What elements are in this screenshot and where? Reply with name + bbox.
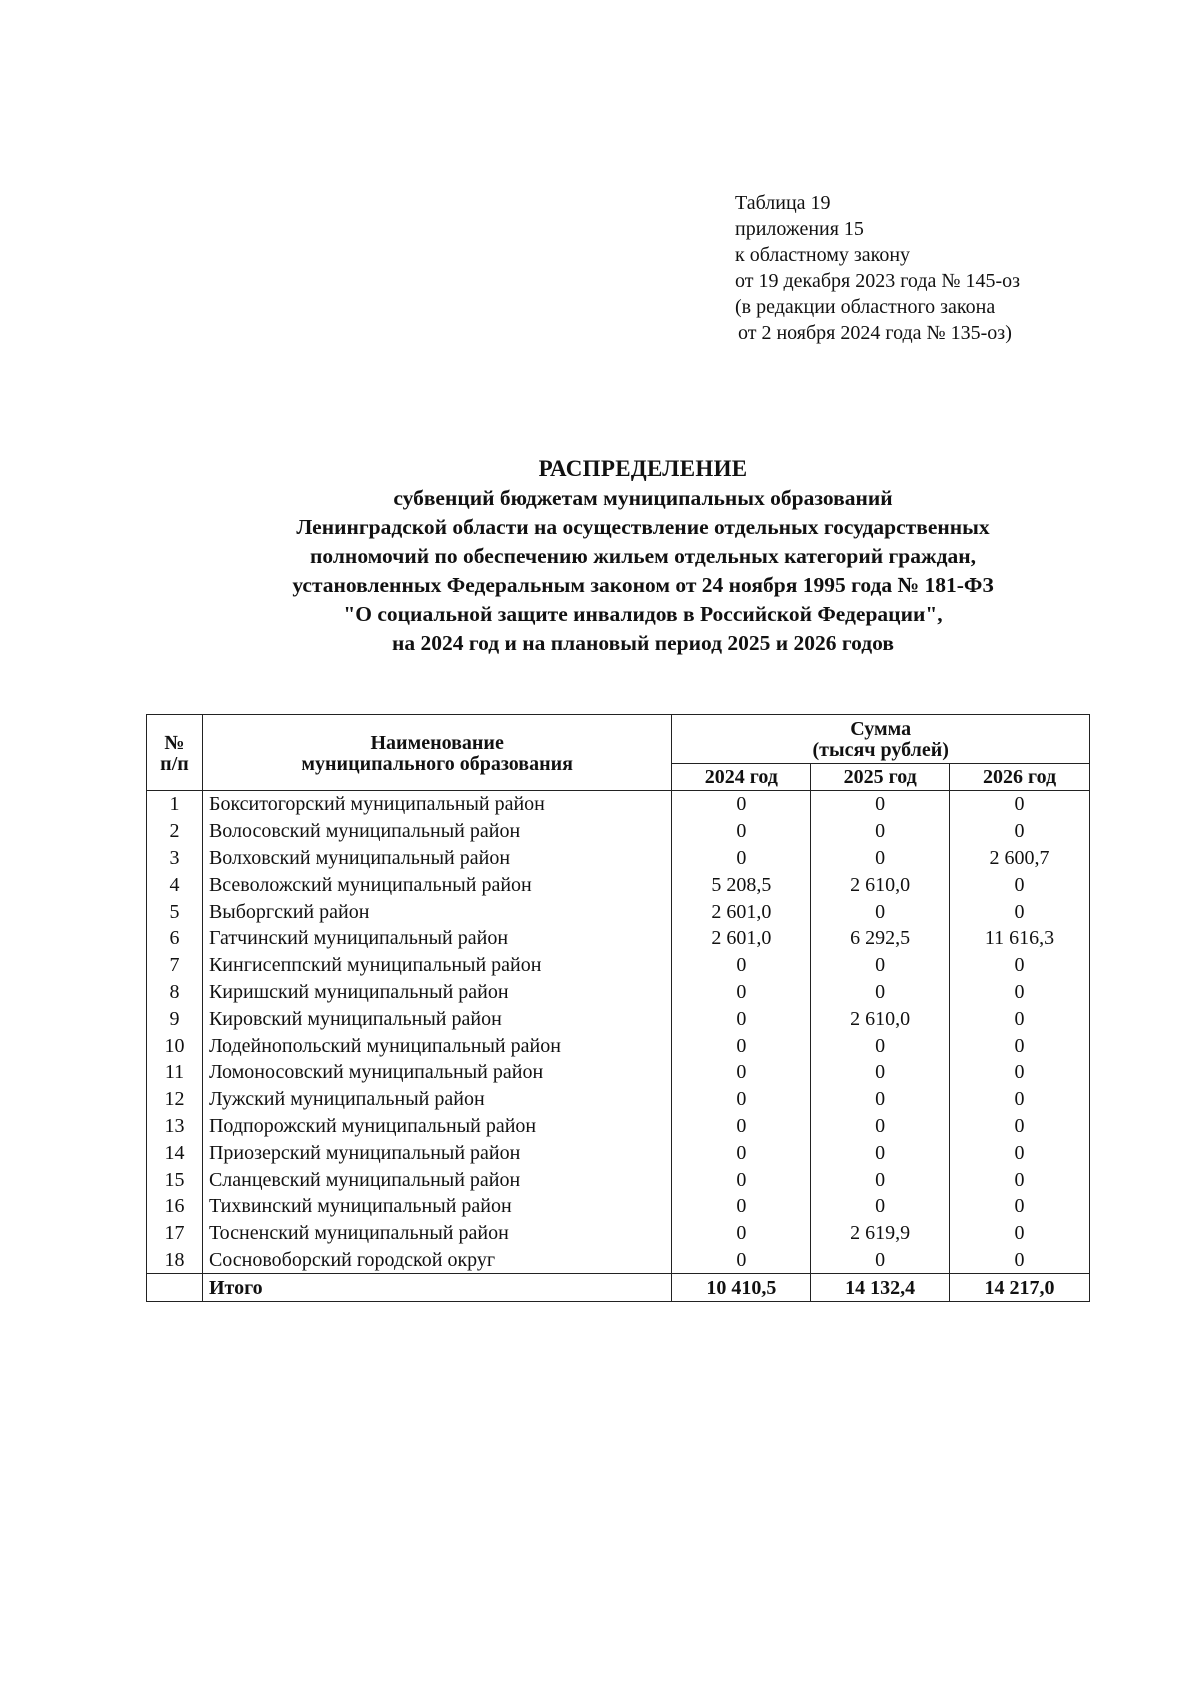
header-number-line1: № (164, 731, 185, 754)
row-value-2024: 0 (672, 791, 811, 818)
row-name: Подпорожский муниципальный район (202, 1113, 671, 1140)
row-name: Кингисеппский муниципальный район (202, 952, 671, 979)
row-value-2025: 0 (811, 952, 950, 979)
row-number: 14 (147, 1139, 203, 1166)
table-row (147, 1086, 1090, 1113)
row-value-2026: 0 (950, 1005, 1090, 1032)
title-line: установленных Федеральным законом от 24 ноября 1995 года № 181-ФЗ (292, 573, 994, 597)
row-value-2024: 0 (672, 1193, 811, 1220)
row-name: Волховский муниципальный район (202, 845, 671, 872)
row-value-2026: 0 (950, 1059, 1090, 1086)
row-name: Тихвинский муниципальный район (202, 1193, 671, 1220)
table-row (147, 952, 1090, 979)
row-value-2024: 0 (672, 1139, 811, 1166)
table-row (147, 898, 1090, 925)
header-name (202, 715, 671, 791)
table-body (147, 791, 1090, 1274)
header-sum-line1: Сумма (850, 718, 912, 740)
table-row (147, 1059, 1090, 1086)
row-value-2026: 0 (950, 791, 1090, 818)
row-number: 9 (147, 1005, 203, 1032)
approval-line: от 2 ноября 2024 года № 135-оз) (738, 322, 1012, 344)
row-value-2025: 0 (811, 898, 950, 925)
row-value-2025: 2 610,0 (811, 871, 950, 898)
row-value-2024: 0 (672, 845, 811, 872)
row-value-2024: 0 (672, 1166, 811, 1193)
table-row (147, 1139, 1090, 1166)
approval-line: к областному закону (735, 244, 911, 266)
row-value-2024: 0 (672, 1220, 811, 1247)
row-number: 7 (147, 952, 203, 979)
row-value-2024: 0 (672, 1005, 811, 1032)
row-value-2026: 0 (950, 1113, 1090, 1140)
row-number: 12 (147, 1086, 203, 1113)
row-value-2024: 0 (672, 1086, 811, 1113)
row-value-2024: 0 (672, 1113, 811, 1140)
approval-line: Таблица 19 (735, 192, 831, 214)
row-value-2026: 2 600,7 (950, 845, 1090, 872)
table-row (147, 1220, 1090, 1247)
row-value-2024: 0 (672, 1247, 811, 1274)
total-2026: 14 217,0 (950, 1274, 1090, 1302)
approval-reference (735, 190, 1095, 346)
row-number: 3 (147, 845, 203, 872)
row-value-2025: 0 (811, 818, 950, 845)
row-number: 10 (147, 1032, 203, 1059)
row-value-2025: 0 (811, 1059, 950, 1086)
table-row (147, 925, 1090, 952)
row-number: 5 (147, 898, 203, 925)
row-value-2026: 0 (950, 1193, 1090, 1220)
header-name-line2: муниципального образования (301, 752, 573, 775)
row-value-2025: 0 (811, 1193, 950, 1220)
row-value-2026: 0 (950, 1139, 1090, 1166)
approval-line: от 19 декабря 2023 года № 145-оз (735, 270, 1021, 292)
row-value-2026: 0 (950, 979, 1090, 1006)
row-value-2025: 0 (811, 791, 950, 818)
header-sum-line2: (тысяч рублей) (812, 739, 949, 761)
row-value-2026: 0 (950, 952, 1090, 979)
approval-line: (в редакции областного закона (735, 296, 996, 318)
approval-line: приложения 15 (735, 218, 864, 240)
table-row (147, 1032, 1090, 1059)
table-row (147, 818, 1090, 845)
row-value-2024: 2 601,0 (672, 925, 811, 952)
row-value-2026: 0 (950, 1086, 1090, 1113)
title-main: РАСПРЕДЕЛЕНИЕ (538, 456, 748, 481)
row-value-2025: 0 (811, 1166, 950, 1193)
row-value-2026: 0 (950, 1032, 1090, 1059)
total-number-cell (147, 1274, 203, 1302)
row-value-2025: 0 (811, 1113, 950, 1140)
row-value-2026: 0 (950, 1220, 1090, 1247)
row-name: Лодейнопольский муниципальный район (202, 1032, 671, 1059)
distribution-table (146, 714, 1090, 1302)
table-row (147, 979, 1090, 1006)
row-value-2025: 0 (811, 1139, 950, 1166)
row-name: Сосновоборский городской округ (202, 1247, 671, 1274)
header-year-2024: 2024 год (672, 764, 811, 791)
row-value-2026: 0 (950, 1247, 1090, 1274)
title-line: полномочий по обеспечению жильем отдельных категорий граждан, (310, 544, 976, 568)
row-number: 18 (147, 1247, 203, 1274)
row-value-2026: 0 (950, 1166, 1090, 1193)
row-value-2026: 11 616,3 (950, 925, 1090, 952)
total-2025: 14 132,4 (811, 1274, 950, 1302)
row-value-2024: 2 601,0 (672, 898, 811, 925)
row-name: Киришский муниципальный район (202, 979, 671, 1006)
row-number: 13 (147, 1113, 203, 1140)
header-year-2025: 2025 год (811, 764, 950, 791)
header-name-line1: Наименование (370, 731, 504, 754)
row-value-2025: 0 (811, 845, 950, 872)
table-row (147, 871, 1090, 898)
table-row (147, 1113, 1090, 1140)
table-row (147, 845, 1090, 872)
row-number: 2 (147, 818, 203, 845)
row-value-2025: 2 610,0 (811, 1005, 950, 1032)
row-value-2025: 0 (811, 1032, 950, 1059)
row-name: Гатчинский муниципальный район (202, 925, 671, 952)
document-title (120, 454, 1166, 658)
row-name: Выборгский район (202, 898, 671, 925)
header-number-line2: п/п (160, 752, 189, 775)
row-name: Волосовский муниципальный район (202, 818, 671, 845)
row-value-2026: 0 (950, 818, 1090, 845)
table-row (147, 1005, 1090, 1032)
row-number: 17 (147, 1220, 203, 1247)
title-line: "О социальной защите инвалидов в Российской Федерации", (343, 602, 943, 626)
table-row (147, 1247, 1090, 1274)
row-value-2025: 0 (811, 979, 950, 1006)
row-number: 16 (147, 1193, 203, 1220)
row-number: 15 (147, 1166, 203, 1193)
table-row (147, 1193, 1090, 1220)
row-value-2026: 0 (950, 871, 1090, 898)
table-row (147, 1166, 1090, 1193)
row-value-2025: 2 619,9 (811, 1220, 950, 1247)
total-label: Итого (202, 1274, 671, 1302)
row-name: Бокситогорский муниципальный район (202, 791, 671, 818)
row-value-2026: 0 (950, 898, 1090, 925)
header-sum (672, 715, 1090, 764)
row-name: Лужский муниципальный район (202, 1086, 671, 1113)
row-value-2025: 0 (811, 1247, 950, 1274)
title-line: на 2024 год и на плановый период 2025 и 2026 годов (392, 631, 894, 655)
header-number (147, 715, 203, 791)
row-number: 8 (147, 979, 203, 1006)
row-value-2024: 0 (672, 1032, 811, 1059)
row-name: Всеволожский муниципальный район (202, 871, 671, 898)
row-name: Кировский муниципальный район (202, 1005, 671, 1032)
row-number: 6 (147, 925, 203, 952)
row-name: Приозерский муниципальный район (202, 1139, 671, 1166)
row-value-2024: 0 (672, 979, 811, 1006)
row-value-2024: 0 (672, 952, 811, 979)
row-name: Ломоносовский муниципальный район (202, 1059, 671, 1086)
title-line: субвенций бюджетам муниципальных образований (393, 486, 893, 510)
title-line: Ленинградской области на осуществление отдельных государственных (296, 515, 990, 539)
total-row (147, 1274, 1090, 1302)
row-name: Сланцевский муниципальный район (202, 1166, 671, 1193)
row-name: Тосненский муниципальный район (202, 1220, 671, 1247)
row-number: 4 (147, 871, 203, 898)
row-value-2025: 0 (811, 1086, 950, 1113)
total-2024: 10 410,5 (672, 1274, 811, 1302)
row-value-2024: 5 208,5 (672, 871, 811, 898)
row-number: 11 (147, 1059, 203, 1086)
row-value-2025: 6 292,5 (811, 925, 950, 952)
table-row (147, 791, 1090, 818)
header-year-2026: 2026 год (950, 764, 1090, 791)
row-value-2024: 0 (672, 1059, 811, 1086)
row-number: 1 (147, 791, 203, 818)
row-value-2024: 0 (672, 818, 811, 845)
